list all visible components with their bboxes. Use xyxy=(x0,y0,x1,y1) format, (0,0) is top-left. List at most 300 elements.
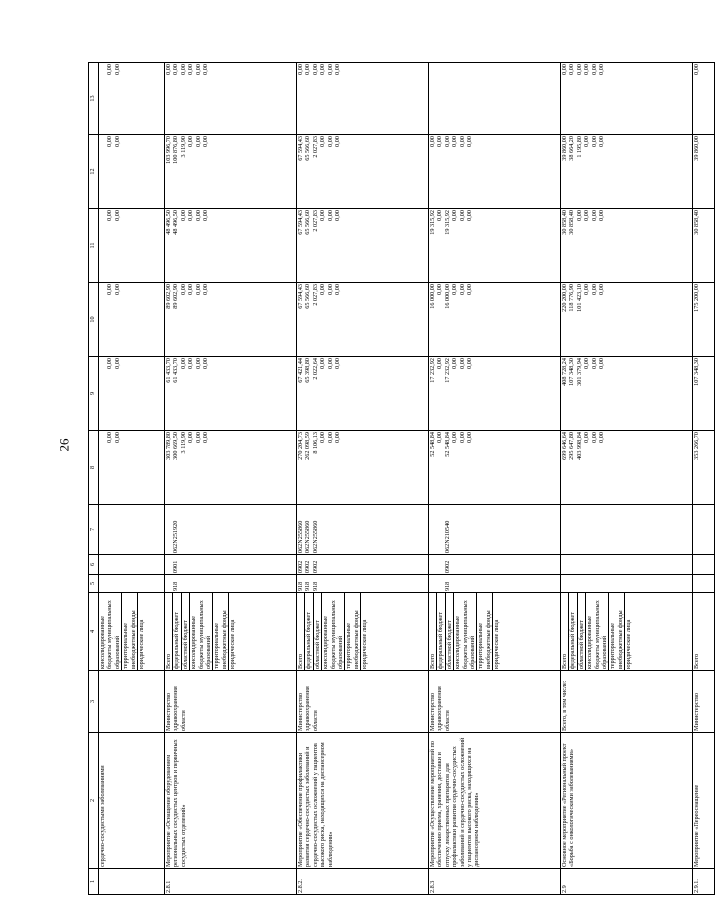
amount-value: 0,00 xyxy=(113,136,121,147)
amount-value: 0,00 xyxy=(451,136,459,147)
executor: Министерство здравоохранения области xyxy=(297,671,429,733)
amount-value: 0,00 xyxy=(590,210,598,221)
amount-value: 0,00 xyxy=(326,136,334,147)
amount-cell xyxy=(165,209,297,283)
amount-value: 0,00 xyxy=(194,136,202,147)
amount-value: 0,00 xyxy=(194,210,202,221)
amount-cell xyxy=(165,283,297,357)
amount-value: 0,00 xyxy=(194,432,202,443)
amount-value xyxy=(466,64,473,133)
column-header: 7 xyxy=(89,505,99,555)
column-header: 3 xyxy=(89,671,99,733)
table-row xyxy=(561,63,693,895)
amount-value: 1 195,80 xyxy=(575,136,583,158)
amount-cell xyxy=(429,63,561,135)
event-name: Мероприятие «Оснащение оборудованием региональных сосудистых центров и первичных сосудистых отделений» xyxy=(165,733,297,869)
grbs-code xyxy=(429,575,561,593)
budget-table-page xyxy=(88,63,700,895)
amount-value: 0,00 xyxy=(179,64,187,75)
amount-value: 0,00 xyxy=(451,210,459,221)
amount-cell xyxy=(561,431,693,505)
amount-value: 30 858,40 xyxy=(561,210,568,235)
amount-value: 0,00 xyxy=(179,358,187,369)
row-number: 2.8.2. xyxy=(297,869,429,895)
amount-value: 0,00 xyxy=(583,136,591,147)
funding-source: юридические лица xyxy=(625,619,633,669)
amount-cell xyxy=(297,135,429,209)
amount-value: 0,00 xyxy=(334,136,342,147)
amount-cell xyxy=(99,209,165,283)
amount-value: 0,00 xyxy=(319,210,327,221)
row-number: 2.8.3 xyxy=(429,869,561,895)
cell-line: 062N210540 xyxy=(443,520,451,553)
row-number: 2.8.1 xyxy=(165,869,297,895)
amount-cell xyxy=(297,431,429,505)
amount-value: 0,00 xyxy=(194,358,202,369)
amount-value: 0,00 xyxy=(458,432,466,443)
executor xyxy=(99,671,165,733)
cell-line: 0901 xyxy=(172,560,180,573)
amount-value: 0,00 xyxy=(590,136,598,147)
amount-value xyxy=(429,64,436,133)
amount-value: 0,00 xyxy=(187,136,195,147)
amount-value: 61 433,70 xyxy=(172,358,180,383)
cell-line: 0902 xyxy=(297,560,304,573)
amount-value: 353 266,70 xyxy=(693,432,700,460)
amount-value: 0,00 xyxy=(106,284,114,295)
amount-value: 0,00 xyxy=(334,64,342,75)
event-name: Мероприятие «Осуществление мероприятий по обеспечению приема, хранения, доставки и отпуску лекарственных препаратов для профилактики развития сердечно-сосудистых заболеваний и сердечно-сосудистых осложнений у пациентов высокого риска, находящихся на диспансерном наблюдении» xyxy=(429,733,561,869)
funding-sources xyxy=(99,593,165,671)
grbs-code xyxy=(693,575,715,593)
cell-line xyxy=(436,506,443,553)
amount-value: 0,00 xyxy=(583,284,591,295)
target-article xyxy=(99,505,165,555)
amount-value: 0,00 xyxy=(311,64,319,75)
amount-value: 0,00 xyxy=(451,284,459,295)
cell-line: 062N255860 xyxy=(304,520,312,553)
amount-value: 19 315,92 xyxy=(443,210,451,235)
amount-value: 301 379,94 xyxy=(575,358,583,386)
funding-source: юридические лица xyxy=(361,619,369,669)
grbs-code xyxy=(165,575,297,593)
amount-value: 0,00 xyxy=(436,432,444,443)
table-row xyxy=(429,63,561,895)
amount-cell xyxy=(429,283,561,357)
target-article xyxy=(693,505,715,555)
amount-cell xyxy=(99,283,165,357)
page-number: 26 xyxy=(56,438,72,452)
amount-value: 0,00 xyxy=(326,64,334,75)
funding-source: юридические лица xyxy=(493,619,501,669)
table-row xyxy=(297,63,429,895)
funding-source: областной бюджет xyxy=(314,593,322,670)
amount-value: 38 664,20 xyxy=(568,136,576,161)
amount-value: 0,00 xyxy=(436,358,444,369)
amount-cell xyxy=(693,283,715,357)
event-name: сердечно-сосудистыми заболеваниями xyxy=(99,733,165,869)
amount-value: 262 098,59 xyxy=(304,432,312,460)
amount-value: 0,00 xyxy=(326,358,334,369)
column-header: 1 xyxy=(89,869,99,895)
amount-value xyxy=(99,284,106,355)
amount-value: 0,00 xyxy=(429,136,436,147)
amount-value: 16 000,00 xyxy=(443,284,451,309)
event-name: Основное мероприятие «Региональный проект «Борьба с онкологическими заболеваниями» xyxy=(561,733,693,869)
amount-value: 175 200,00 xyxy=(693,284,700,312)
amount-value: 0,00 xyxy=(436,136,444,147)
cell-line: 0902 xyxy=(311,560,319,573)
amount-value: 0,00 xyxy=(334,284,342,295)
amount-value: 0,00 xyxy=(598,284,606,295)
target-article xyxy=(561,505,693,555)
amount-value: 0,00 xyxy=(106,358,114,369)
amount-value: 103 996,70 xyxy=(165,136,172,164)
cell-line: 918 xyxy=(304,581,312,591)
funding-source: консолидированные бюджеты муниципальных образований xyxy=(99,593,122,670)
amount-value: 0,00 xyxy=(113,432,121,443)
amount-value xyxy=(99,136,106,207)
amount-cell xyxy=(165,357,297,431)
funding-source: территориальные внебюджетные фонды xyxy=(477,593,493,670)
amount-value: 101 423,10 xyxy=(575,284,583,312)
amount-value: 0,00 xyxy=(194,284,202,295)
cell-line: 918 xyxy=(311,581,319,591)
column-header: 5 xyxy=(89,575,99,593)
amount-value xyxy=(459,64,466,133)
amount-value: 0,00 xyxy=(187,358,195,369)
amount-cell xyxy=(429,135,561,209)
amount-value: 0,00 xyxy=(466,136,474,147)
funding-source: Всего xyxy=(561,593,569,670)
amount-cell xyxy=(297,357,429,431)
amount-value: 0,00 xyxy=(202,432,210,443)
amount-value: 3 119,90 xyxy=(179,136,187,158)
row-number: 2.9 xyxy=(561,869,693,895)
amount-value: 89 602,90 xyxy=(165,284,172,309)
amount-value: 0,00 xyxy=(443,136,451,147)
amount-value: 0,00 xyxy=(598,358,606,369)
column-header: 2 xyxy=(89,733,99,869)
amount-value: 67 594,43 xyxy=(297,210,304,235)
column-header: 11 xyxy=(89,209,99,283)
amount-value: 0,00 xyxy=(583,432,591,443)
amount-value: 0,00 xyxy=(319,284,327,295)
cell-line xyxy=(429,576,436,591)
amount-value: 61 433,70 xyxy=(165,358,172,383)
amount-value: 0,00 xyxy=(106,64,114,75)
column-header: 8 xyxy=(89,431,99,505)
amount-cell xyxy=(693,63,715,135)
amount-value xyxy=(99,64,106,133)
target-article xyxy=(429,505,561,555)
amount-value: 100 876,80 xyxy=(172,136,180,164)
amount-cell xyxy=(165,63,297,135)
amount-value: 270 204,73 xyxy=(297,432,304,460)
amount-value: 403 998,84 xyxy=(575,432,583,460)
amount-value: 0,00 xyxy=(458,136,466,147)
column-header: 13 xyxy=(89,63,99,135)
amount-value: 52 548,84 xyxy=(443,432,451,457)
amount-value: 3 119,90 xyxy=(179,432,187,454)
budget-table xyxy=(88,62,715,895)
cell-line xyxy=(436,556,443,573)
amount-value: 67 594,43 xyxy=(297,136,304,161)
amount-value: 0,00 xyxy=(326,284,334,295)
amount-cell xyxy=(99,63,165,135)
amount-value: 0,00 xyxy=(466,284,474,295)
amount-value: 0,00 xyxy=(590,358,598,369)
funding-source: федеральный бюджет xyxy=(569,593,577,670)
cell-line xyxy=(429,506,436,553)
section-code xyxy=(561,555,693,575)
amount-value: 0,00 xyxy=(583,210,591,221)
amount-value: 0,00 xyxy=(113,358,121,369)
cell-line: 918 xyxy=(443,581,451,591)
amount-value: 107 348,30 xyxy=(568,358,576,386)
amount-cell xyxy=(693,431,715,505)
amount-value: 0,00 xyxy=(319,432,327,443)
amount-value: 0,00 xyxy=(436,210,444,221)
amount-value: 0,00 xyxy=(304,64,312,75)
amount-value: 0,00 xyxy=(583,64,591,75)
amount-value: 0,00 xyxy=(202,358,210,369)
amount-value: 0,00 xyxy=(202,64,210,75)
amount-value: 0,00 xyxy=(466,432,474,443)
amount-value: 19 315,92 xyxy=(429,210,436,235)
column-header: 6 xyxy=(89,555,99,575)
amount-value: 0,00 xyxy=(326,210,334,221)
funding-source: консолидированные бюджеты муниципальных образований xyxy=(190,593,213,670)
cell-line xyxy=(429,556,436,573)
column-header: 10 xyxy=(89,283,99,357)
amount-value: 0,00 xyxy=(194,64,202,75)
funding-source: консолидированные бюджеты муниципальных образований xyxy=(586,593,609,670)
row-number xyxy=(99,869,165,895)
section-code xyxy=(429,555,561,575)
amount-value: 0,00 xyxy=(458,284,466,295)
amount-value: 0,00 xyxy=(179,284,187,295)
amount-value: 52 548,84 xyxy=(429,432,436,457)
event-name: Мероприятие «Обеспечение профилактики развития сердечно-сосудистых заболеваний и сердечно-сосудистых осложнений у пациентов высокого риска, находящихся на диспансерном наблюдении» xyxy=(297,733,429,869)
amount-value: 0,00 xyxy=(451,432,459,443)
column-header: 4 xyxy=(89,593,99,671)
amount-cell xyxy=(99,431,165,505)
section-code xyxy=(693,555,715,575)
amount-value: 408 728,24 xyxy=(561,358,568,386)
amount-value: 30 858,40 xyxy=(568,210,576,235)
funding-source: консолидированные бюджеты муниципальных образований xyxy=(322,593,345,670)
amount-cell xyxy=(693,135,715,209)
executor: Министерство xyxy=(693,671,715,733)
funding-source: федеральный бюджет xyxy=(173,593,181,670)
amount-value: 65 398,80 xyxy=(304,358,312,383)
amount-value xyxy=(436,64,443,133)
executor: Министерство здравоохранения области xyxy=(165,671,297,733)
amount-value: 16 000,00 xyxy=(429,284,436,309)
cell-line: 918 xyxy=(172,581,180,591)
amount-value: 0,00 xyxy=(575,210,583,221)
funding-source: юридические лица xyxy=(229,619,237,669)
event-name: Мероприятие «Переоснащение xyxy=(693,733,715,869)
amount-value: 65 566,60 xyxy=(304,284,312,309)
amount-value: 65 566,60 xyxy=(304,136,312,161)
amount-value: 0,00 xyxy=(297,64,304,75)
amount-value: 300 669,50 xyxy=(172,432,180,460)
funding-source: областной бюджет xyxy=(578,593,586,670)
amount-cell xyxy=(165,135,297,209)
funding-source: консолидированные бюджеты муниципальных образований xyxy=(454,593,477,670)
funding-sources xyxy=(693,593,715,671)
amount-value: 39 860,00 xyxy=(561,136,568,161)
amount-cell xyxy=(297,63,429,135)
amount-value: 0,00 xyxy=(693,64,700,75)
amount-value: 0,00 xyxy=(113,64,121,75)
amount-value: 0,00 xyxy=(187,64,195,75)
funding-sources xyxy=(561,593,693,671)
amount-value: 8 106,13 xyxy=(311,432,319,454)
row-number: 2.9.1. xyxy=(693,869,715,895)
funding-source: областной бюджет xyxy=(182,593,190,670)
section-code xyxy=(99,555,165,575)
target-article xyxy=(297,505,429,555)
amount-value: 0,00 xyxy=(179,210,187,221)
amount-value: 0,00 xyxy=(583,358,591,369)
amount-cell xyxy=(561,63,693,135)
amount-value: 0,00 xyxy=(334,210,342,221)
amount-value: 0,00 xyxy=(590,64,598,75)
amount-value: 0,00 xyxy=(172,64,180,75)
amount-value xyxy=(99,210,106,281)
amount-value: 0,00 xyxy=(466,358,474,369)
amount-value: 118 776,90 xyxy=(568,284,576,312)
amount-value xyxy=(99,432,106,503)
amount-value: 67 594,43 xyxy=(297,284,304,309)
funding-source: Всего xyxy=(165,593,173,670)
table-row xyxy=(165,63,297,895)
amount-value: 0,00 xyxy=(568,64,576,75)
grbs-code xyxy=(297,575,429,593)
amount-cell xyxy=(429,357,561,431)
cell-line xyxy=(165,506,172,553)
amount-value: 0,00 xyxy=(319,136,327,147)
amount-value: 17 232,92 xyxy=(429,358,436,383)
funding-source: Всего xyxy=(297,593,305,670)
funding-source: федеральный бюджет xyxy=(437,593,445,670)
amount-value: 0,00 xyxy=(451,358,459,369)
executor: Всего, в том числе: xyxy=(561,671,693,733)
table-row xyxy=(693,63,715,895)
amount-cell xyxy=(99,135,165,209)
funding-sources xyxy=(165,593,297,671)
amount-cell xyxy=(561,135,693,209)
amount-value: 39 860,00 xyxy=(693,136,700,161)
funding-source: территориальные внебюджетные фонды xyxy=(122,593,138,670)
target-article xyxy=(165,505,297,555)
amount-cell xyxy=(99,357,165,431)
cell-line xyxy=(165,556,172,573)
amount-cell xyxy=(297,283,429,357)
amount-cell xyxy=(693,357,715,431)
executor: Министерство здравоохранения области xyxy=(429,671,561,733)
amount-value: 65 566,60 xyxy=(304,210,312,235)
amount-value: 699 646,64 xyxy=(561,432,568,460)
amount-value: 0,00 xyxy=(106,432,114,443)
header-row xyxy=(89,63,99,895)
amount-cell xyxy=(561,283,693,357)
amount-value: 0,00 xyxy=(598,64,606,75)
amount-value: 0,00 xyxy=(334,432,342,443)
amount-value: 30 858,40 xyxy=(693,210,700,235)
amount-value: 0,00 xyxy=(106,136,114,147)
amount-value: 0,00 xyxy=(561,64,568,75)
amount-value: 2 022,64 xyxy=(311,358,319,380)
amount-value: 0,00 xyxy=(598,210,606,221)
cell-line: 062N255860 xyxy=(311,520,319,553)
cell-line xyxy=(436,576,443,591)
amount-value: 48 496,50 xyxy=(172,210,180,235)
amount-value: 0,00 xyxy=(202,210,210,221)
cell-line: 918 xyxy=(297,581,304,591)
table-row xyxy=(99,63,165,895)
amount-value: 295 647,80 xyxy=(568,432,576,460)
amount-value: 0,00 xyxy=(436,284,444,295)
amount-value: 0,00 xyxy=(187,284,195,295)
amount-value: 0,00 xyxy=(458,358,466,369)
amount-value: 0,00 xyxy=(165,64,172,75)
funding-source: Всего xyxy=(429,593,437,670)
amount-value xyxy=(99,358,106,429)
funding-source: территориальные внебюджетные фонды xyxy=(213,593,229,670)
amount-value: 0,00 xyxy=(319,358,327,369)
amount-cell xyxy=(561,357,693,431)
funding-source: юридические лица xyxy=(138,619,146,669)
amount-value: 0,00 xyxy=(202,284,210,295)
amount-cell xyxy=(561,209,693,283)
amount-value: 0,00 xyxy=(458,210,466,221)
amount-value: 2 027,83 xyxy=(311,136,319,158)
funding-sources xyxy=(429,593,561,671)
amount-cell xyxy=(297,209,429,283)
amount-value: 0,00 xyxy=(113,284,121,295)
amount-value: 220 200,00 xyxy=(561,284,568,312)
amount-value: 0,00 xyxy=(598,136,606,147)
amount-value: 0,00 xyxy=(598,432,606,443)
amount-value: 0,00 xyxy=(187,432,195,443)
amount-value: 89 602,90 xyxy=(172,284,180,309)
amount-value: 2 027,83 xyxy=(311,210,319,232)
amount-value: 0,00 xyxy=(590,284,598,295)
amount-value: 0,00 xyxy=(187,210,195,221)
funding-source: Всего xyxy=(693,653,700,669)
amount-value: 67 421,44 xyxy=(297,358,304,383)
amount-cell xyxy=(429,431,561,505)
amount-cell xyxy=(165,431,297,505)
cell-line: 062N255860 xyxy=(297,520,304,553)
amount-value: 0,00 xyxy=(319,64,327,75)
amount-value: 0,00 xyxy=(113,210,121,221)
funding-source: федеральный бюджет xyxy=(305,593,313,670)
funding-source: территориальные внебюджетные фонды xyxy=(345,593,361,670)
amount-value: 0,00 xyxy=(590,432,598,443)
amount-value: 48 496,50 xyxy=(165,210,172,235)
grbs-code xyxy=(561,575,693,593)
amount-value: 0,00 xyxy=(106,210,114,221)
amount-value xyxy=(444,64,451,133)
amount-value: 0,00 xyxy=(466,210,474,221)
amount-value xyxy=(451,64,458,133)
amount-value: 107 348,30 xyxy=(693,358,700,386)
